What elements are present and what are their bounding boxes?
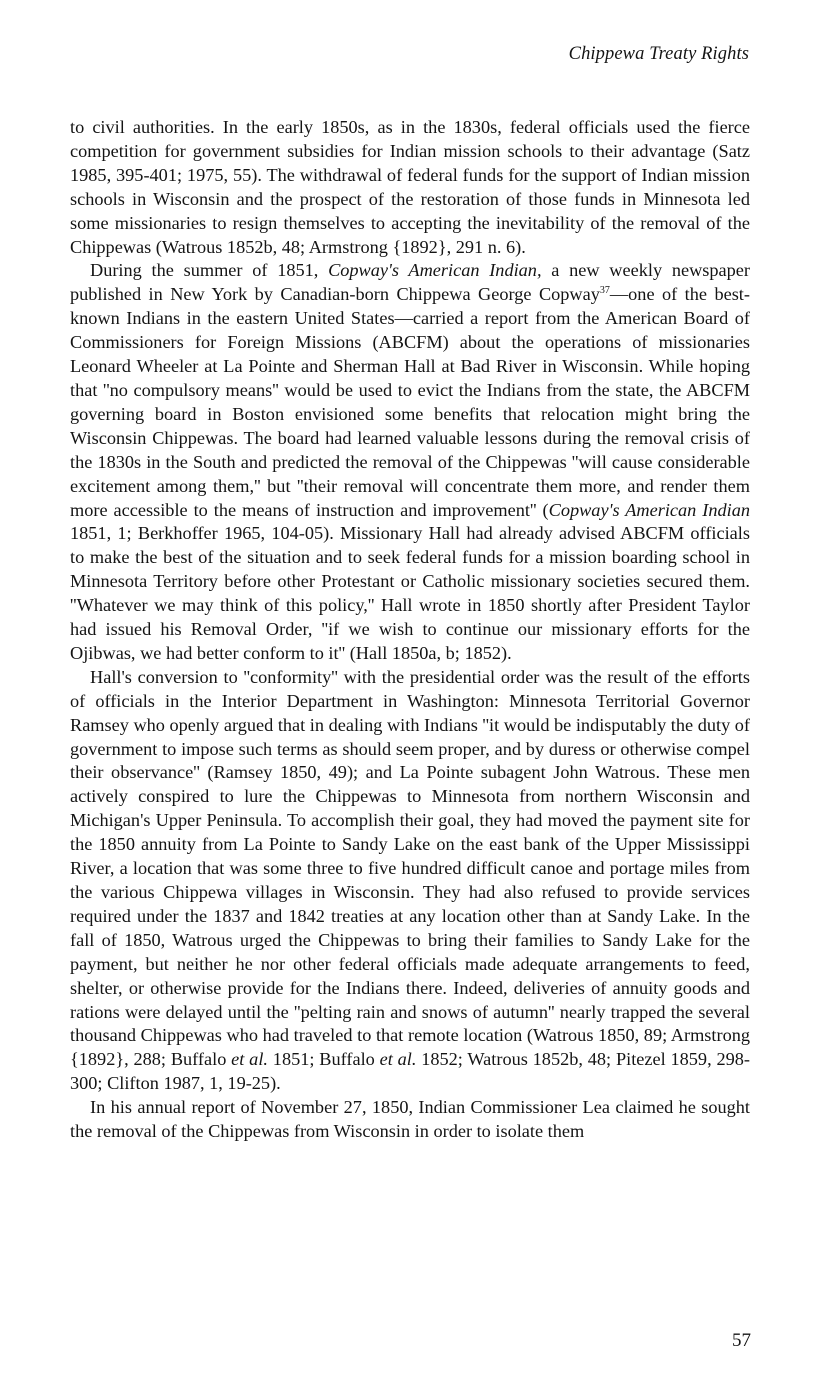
paragraph-4-text: In his annual report of November 27, 1850, Indian Commissioner Lea claimed he sought the removal of the Chippewas from Wisconsin in order to isolate them [70, 1097, 750, 1142]
paragraph-2 [70, 259, 750, 665]
newspaper-title: Copway's American Indian [548, 499, 751, 520]
paragraph-1-text: to civil authorities. In the early 1850s, as in the 1830s, federal officials used the fierce competition for government subsidies for Indian mission schools to their advantage (Satz 1985, 395-401; 1975, 55). The withdrawal of federal funds for the support of Indian mission schools in Wisconsin and the prospect of the restoration of those funds in Minnesota led some missionaries to resign themselves to accepting the inevitability of the removal of the Chippewas (Watrous 1852b, 48; Armstrong {1892}, 291 n. 6). [70, 117, 750, 257]
citation-et-al: et al. [231, 1049, 268, 1070]
page-number: 57 [732, 1330, 751, 1351]
paragraph-3-text: 1852; Watrous 1852b, 48; Pitezel 1859, 298-300; Clifton 1987, 1, 19-25). [70, 1049, 750, 1094]
paragraph-4 [70, 1096, 750, 1144]
paragraph-2-text: a new weekly newspaper published in New York by Canadian-born Chippewa George Copway [70, 260, 751, 305]
paragraph-3-text: Hall's conversion to ''conformity'' with the presidential order was the result of the efforts of officials in the Interior Department in Washington: Minnesota Territorial Governor Ramsey who openly argued that in dealing with Indians ''it would be indisputably the duty of government to impose such terms as should seem proper, and by duress or otherwise compel their observance'' (Ramsey 1850, 49); and La Pointe subagent John Watrous. These men actively conspired to lure the Chippewas to Minnesota from northern Wisconsin and Michigan's Upper Peninsula. To accomplish their goal, they had moved the payment site for the 1850 annuity from La Pointe to Sandy Lake on the east bank of the Upper Mississippi River, a location that was some three to five hundred difficult canoe and portage miles from the various Chippewa villages in Wisconsin. They had also refused to provide services required under the 1837 and 1842 treaties at any location other than at Sandy Lake. In the fall of 1850, Watrous urged the Chippewas to bring their families to Sandy Lake for the payment, but neither he nor other federal officials made adequate arrangements to feed, shelter, or otherwise provide for the Indians there. Indeed, deliveries of annuity goods and rations were delayed until the ''pelting rain and snows of autumn'' nearly trapped the several thousand Chippewas who had traveled to that remote location (Watrous 1850, 89; Armstrong {1892}, 288; Buffalo [70, 666, 751, 1070]
paragraph-2-text: 1851, 1; Berkhoffer 1965, 104-05). Missionary Hall had already advised ABCFM officials to make the best of the situation and to seek federal funds for a mission boarding school in Minnesota Territory before other Protestant or Catholic missionary societies secured them. ''Whatever we may think of this policy,'' Hall wrote in 1850 shortly after President Taylor had issued his Removal Order, ''if we wish to continue our missionary efforts for the Ojibwas, we had better conform to it'' (Hall 1850a, b; 1852). [70, 523, 750, 663]
paragraph-3 [70, 666, 750, 1096]
citation-et-al: et al. [379, 1049, 417, 1070]
running-head-title: Chippewa Treaty Rights [568, 44, 749, 64]
paragraph-3-text: 1851; Buffalo [267, 1049, 380, 1070]
footnote-reference: 37 [599, 285, 610, 297]
body-text [70, 116, 750, 1144]
paragraph-2-text: During the summer of 1851, [90, 260, 329, 281]
newspaper-title: Copway's American Indian, [328, 260, 542, 281]
paragraph-2-text: —one of the best-known Indians in the eastern United States—carried a report from the American Board of Commissioners for Foreign Missions (ABCFM) about the operations of missionaries Leonard Wheeler at La Pointe and Sherman Hall at Bad River in Wisconsin. While hoping that ''no compulsory means'' would be used to evict the Indians from the state, the ABCFM governing board in Boston envisioned some benefits that relocation might bring the Wisconsin Chippewas. The board had learned valuable lessons during the removal crisis of the 1830s in the South and predicted the removal of the Chippewas ''will cause considerable excitement among them,'' but ''their removal will concentrate them more, and render them more accessible to the means of instruction and improvement'' ( [70, 284, 750, 520]
paragraph-1 [70, 116, 750, 259]
